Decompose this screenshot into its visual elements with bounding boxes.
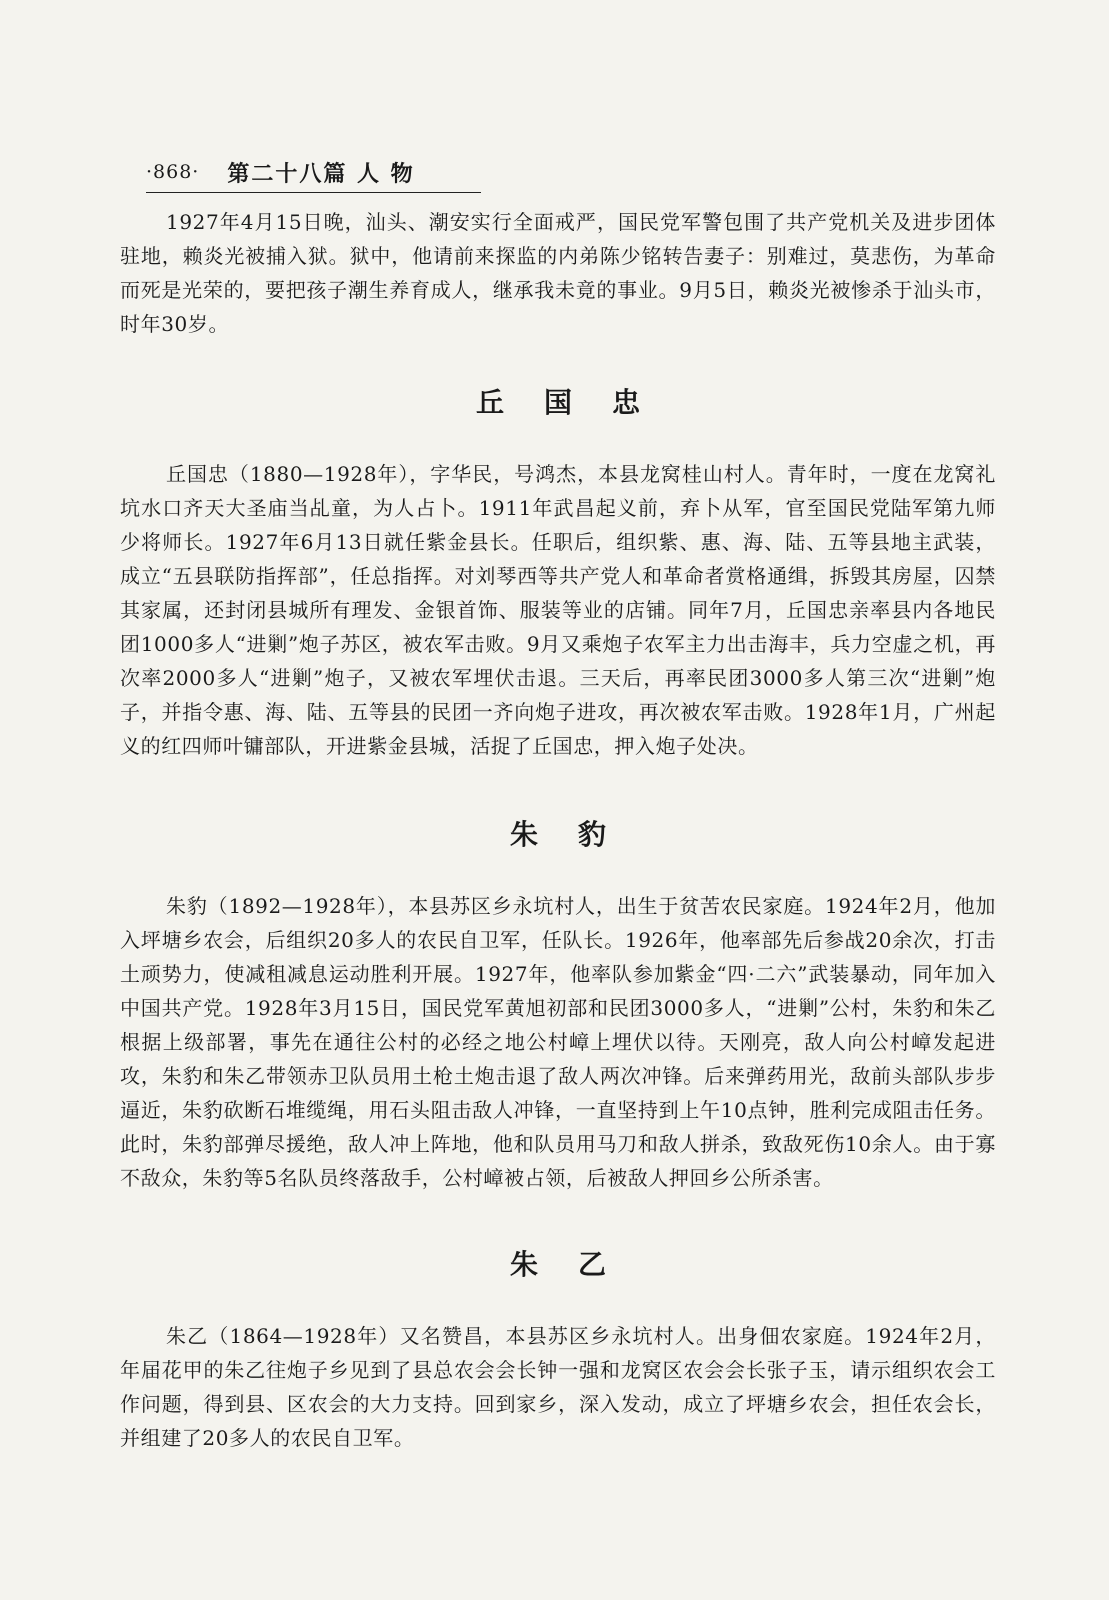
section-title: 第二十八篇 人 物 [227,161,415,187]
biography-heading: 丘国忠 [475,386,680,419]
biography-paragraph: 朱乙（1864—1928年）又名赞昌，本县苏区乡永坑村人。出身佃农家庭。1924年2月，年届花甲的朱乙往炮子乡见到了县总农会会长钟一强和龙窝区农会会长张子玉，请示组织农会工作问题，得到县、区农会的大力支持。回到家乡，深入发动，成立了坪塘乡农会，担任农会长，并组建了20多人的农民自卫军。 [120,1324,996,1450]
running-head [146,152,481,193]
intro-paragraph: 1927年4月15日晚，汕头、潮安实行全面戒严，国民党军警包围了共产党机关及进步团体驻地，赖炎光被捕入狱。狱中，他请前来探监的内弟陈少铭转告妻子：别难过，莫悲伤，为革命而死是光荣的，要把孩子潮生养育成人，继承我未竟的事业。9月5日，赖炎光被惨杀于汕头市，时年30岁。 [120,210,996,336]
biography-paragraph: 丘国忠（1880—1928年），字华民，号鸿杰，本县龙窝桂山村人。青年时，一度在龙窝礼坑水口齐天大圣庙当乩童，为人占卜。1911年武昌起义前，弃卜从军，官至国民党陆军第九师少将师长。1927年6月13日就任紫金县长。任职后，组织紫、惠、海、陆、五等县地主武装，成立“五县联防指挥部”，任总指挥。对刘琴西等共产党人和革命者赏格通缉，拆毁其房屋，囚禁其家属，还封闭县城所有理发、金银首饰、服装等业的店铺。同年7月，丘国忠亲率县内各地民团1000多人“进剿”炮子苏区，被农军击败。9月又乘炮子农军主力出击海丰，兵力空虚之机，再次率2000多人“进剿”炮子，又被农军埋伏击退。三天后，再率民团3000多人第三次“进剿”炮子，并指令惠、海、陆、五等县的民团一齐向炮子进攻，再次被农军击败。1928年1月，广州起义的红四师叶镛部队，开进紫金县城，活捉了丘国忠，押入炮子处决。 [120,462,996,758]
page-content [120,205,996,1455]
page-number: ·868· [146,161,200,183]
biography-heading: 朱乙 [509,1248,646,1281]
biography-paragraph: 朱豹（1892—1928年），本县苏区乡永坑村人，出生于贫苦农民家庭。1924年2月，他加入坪塘乡农会，后组织20多人的农民自卫军，任队长。1926年，他率部先后参战20余次，打击土顽势力，使减租减息运动胜利开展。1927年，他率队参加紫金“四·二六”武装暴动，同年加入中国共产党。1928年3月15日，国民党军黄旭初部和民团3000多人，“进剿”公村，朱豹和朱乙根据上级部署，事先在通往公村的必经之地公村嶂上埋伏以待。天刚亮，敌人向公村嶂发起进攻，朱豹和朱乙带领赤卫队员用土枪土炮击退了敌人两次冲锋。后来弹药用光，敌前头部队步步逼近，朱豹砍断石堆缆绳，用石头阻击敌人冲锋，一直坚持到上午10点钟，胜利完成阻击任务。此时，朱豹部弹尽援绝，敌人冲上阵地，他和队员用马刀和敌人拼杀，致敌死伤10余人。由于寡不敌众，朱豹等5名队员终落敌手，公村嶂被占领，后被敌人押回乡公所杀害。 [120,894,996,1190]
biography-heading: 朱豹 [509,818,646,851]
